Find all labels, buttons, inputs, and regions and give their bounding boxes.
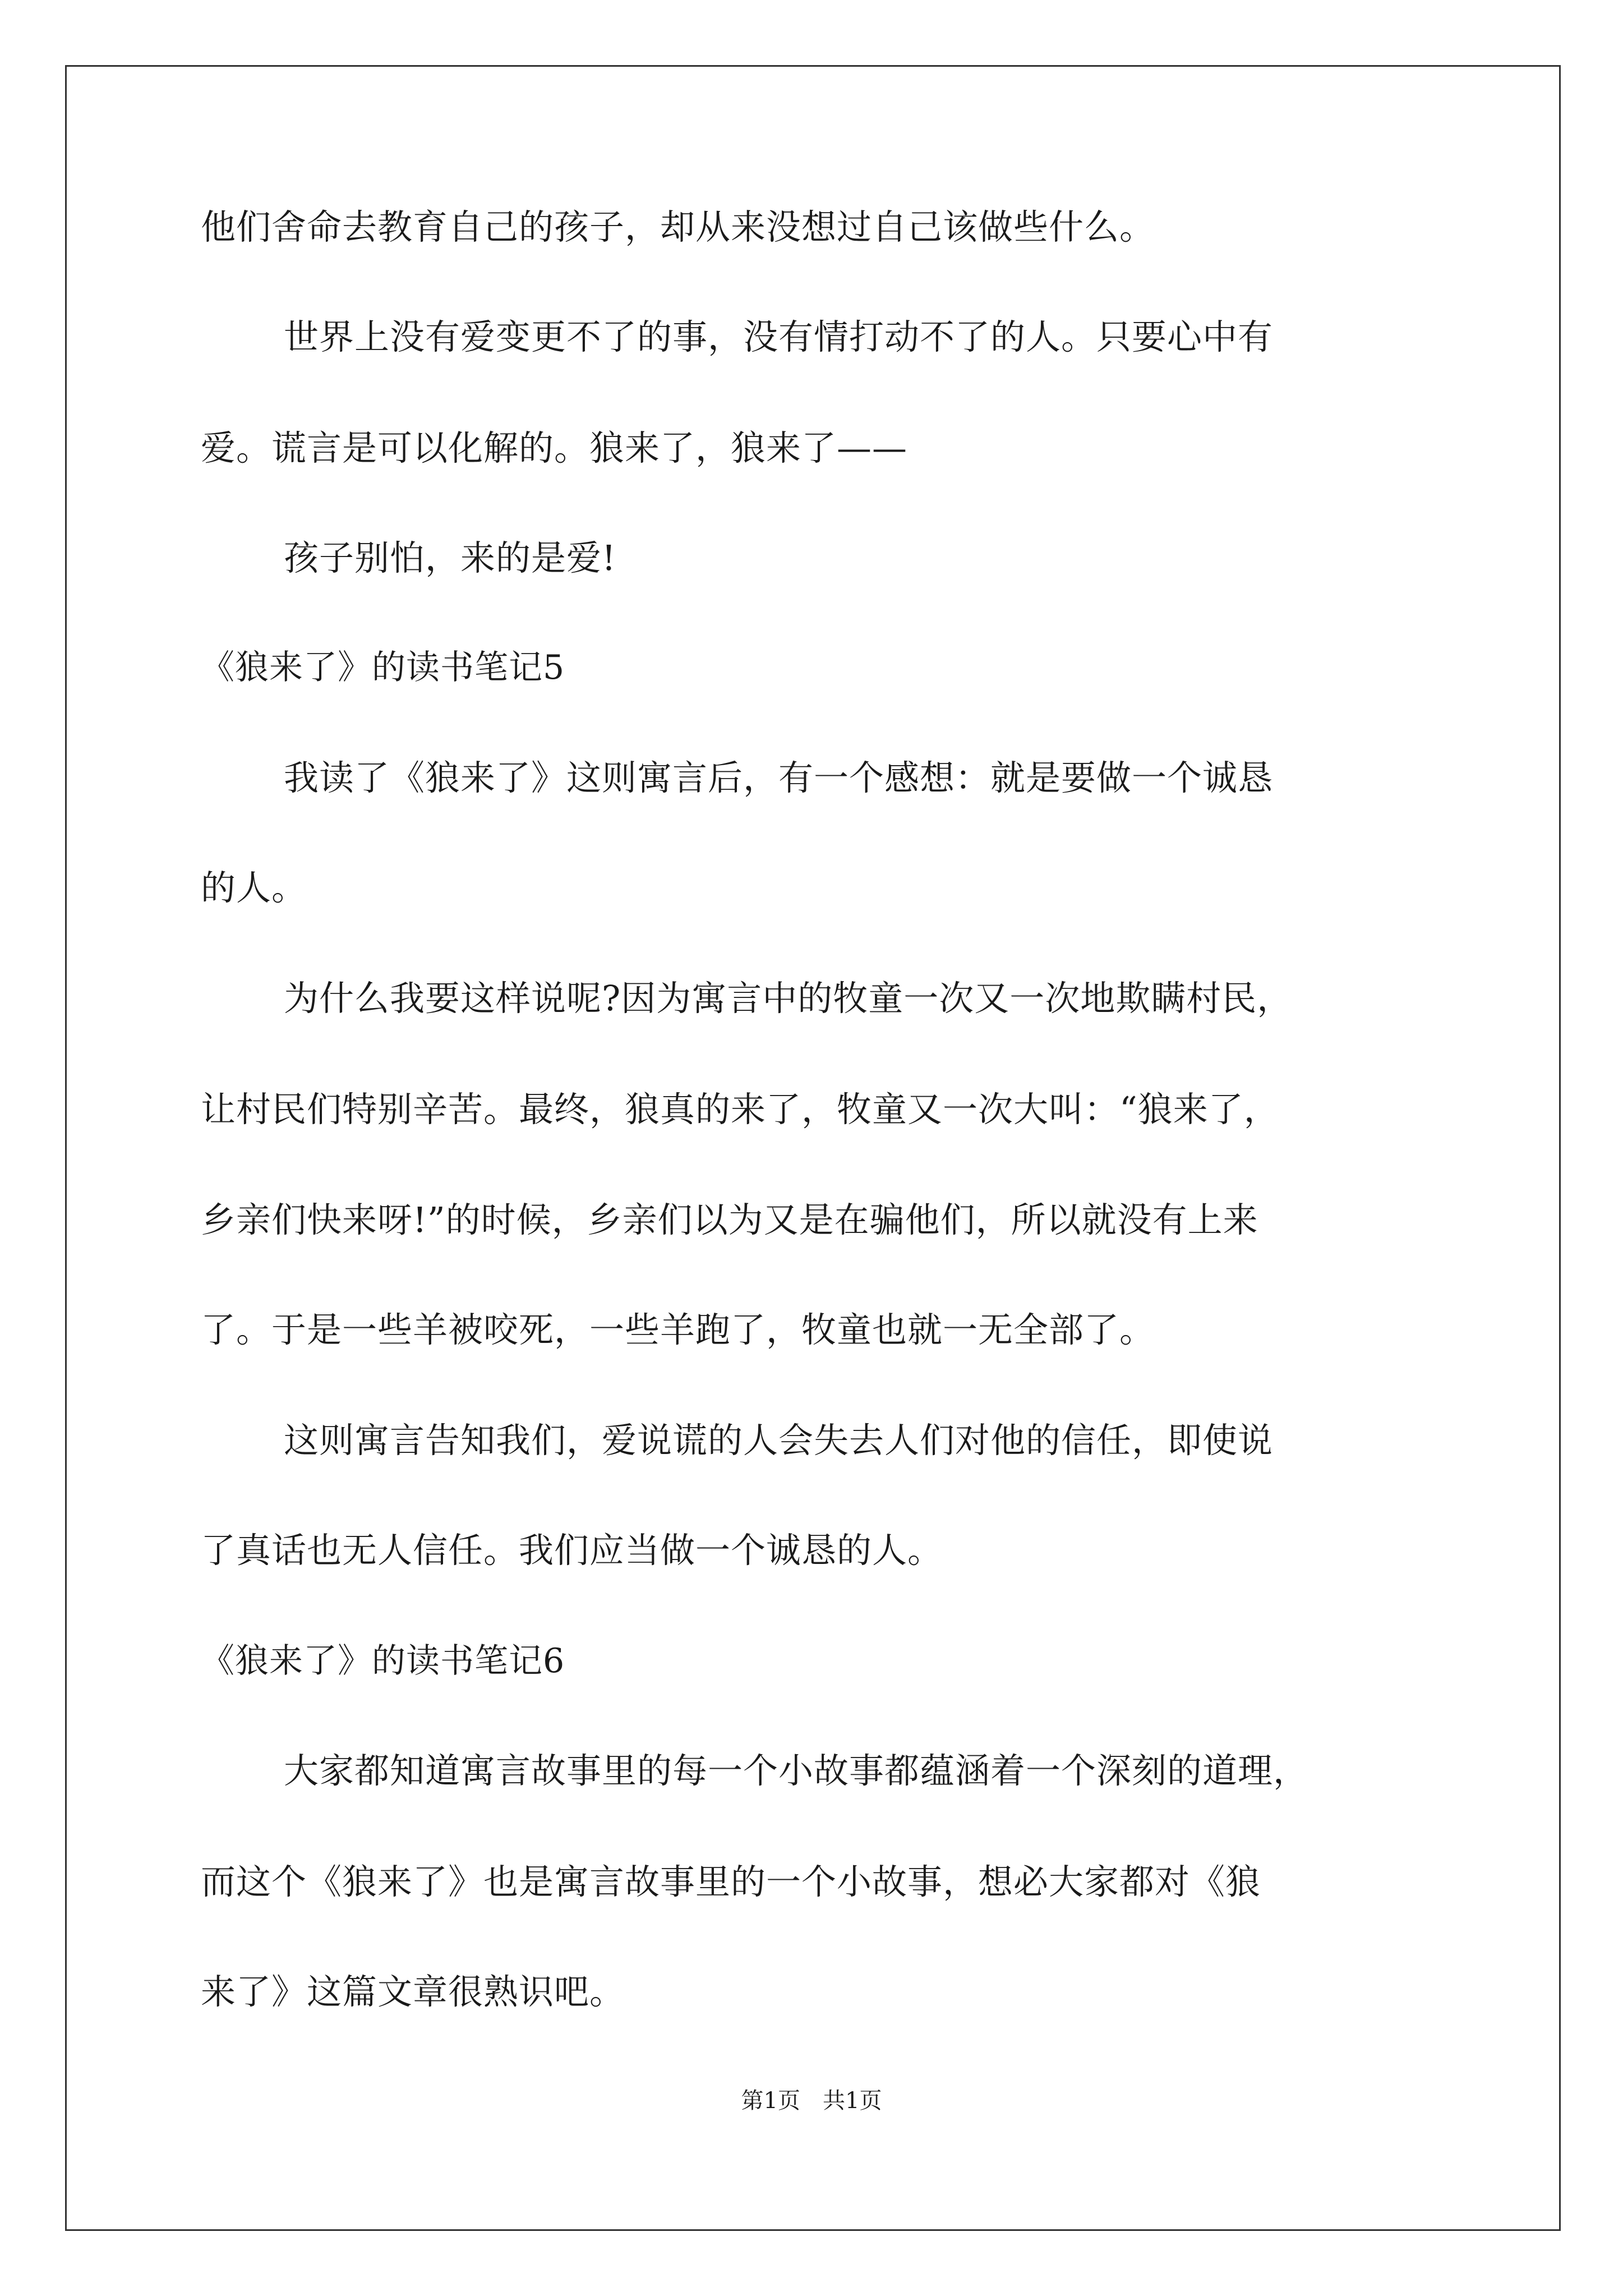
page-footer: 第1页 共1页 <box>741 2088 882 2114</box>
paragraph-line: 他们舍命去教育自己的孩子，却从来没想过自己该做些什么。 <box>201 206 1155 247</box>
paragraph-line: 为什么我要这样说呢?因为寓言中的牧童一次又一次地欺瞒村民， <box>284 978 1293 1019</box>
paragraph-line: 乡亲们快来呀!”的时候，乡亲们以为又是在骗他们，所以就没有上来 <box>201 1199 1258 1240</box>
paragraph-line: 来了》这篇文章很熟识吧。 <box>201 1971 625 2012</box>
paragraph-line: 世界上没有爱变更不了的事，没有情打动不了的人。只要心中有 <box>284 316 1274 357</box>
paragraph-line: 而这个《狼来了》也是寓言故事里的一个小故事，想必大家都对《狼 <box>201 1861 1261 1902</box>
paragraph-line: 我读了《狼来了》这则寓言后，有一个感想：就是要做一个诚恳 <box>284 757 1274 798</box>
paragraph-line: 了。于是一些羊被咬死，一些羊跑了，牧童也就一无全部了。 <box>201 1309 1155 1350</box>
paragraph-line: 了真话也无人信任。我们应当做一个诚恳的人。 <box>201 1530 943 1571</box>
paragraph-line: 大家都知道寓言故事里的每一个小故事都蕴涵着一个深刻的道理， <box>284 1750 1309 1791</box>
paragraph-line: 的人。 <box>201 867 307 908</box>
section-heading: 《狼来了》的读书笔记5 <box>201 648 565 687</box>
section-heading: 《狼来了》的读书笔记6 <box>201 1641 565 1681</box>
paragraph-line: 爱。谎言是可以化解的。狼来了，狼来了—— <box>201 427 908 468</box>
paragraph-line: 孩子别怕，来的是爱! <box>284 537 616 578</box>
paragraph-line: 这则寓言告知我们，爱说谎的人会失去人们对他的信任，即使说 <box>284 1420 1274 1461</box>
page-border <box>65 65 1561 2231</box>
paragraph-line: 让村民们特别辛苦。最终，狼真的来了，牧童又一次大叫：“狼来了， <box>201 1089 1279 1130</box>
